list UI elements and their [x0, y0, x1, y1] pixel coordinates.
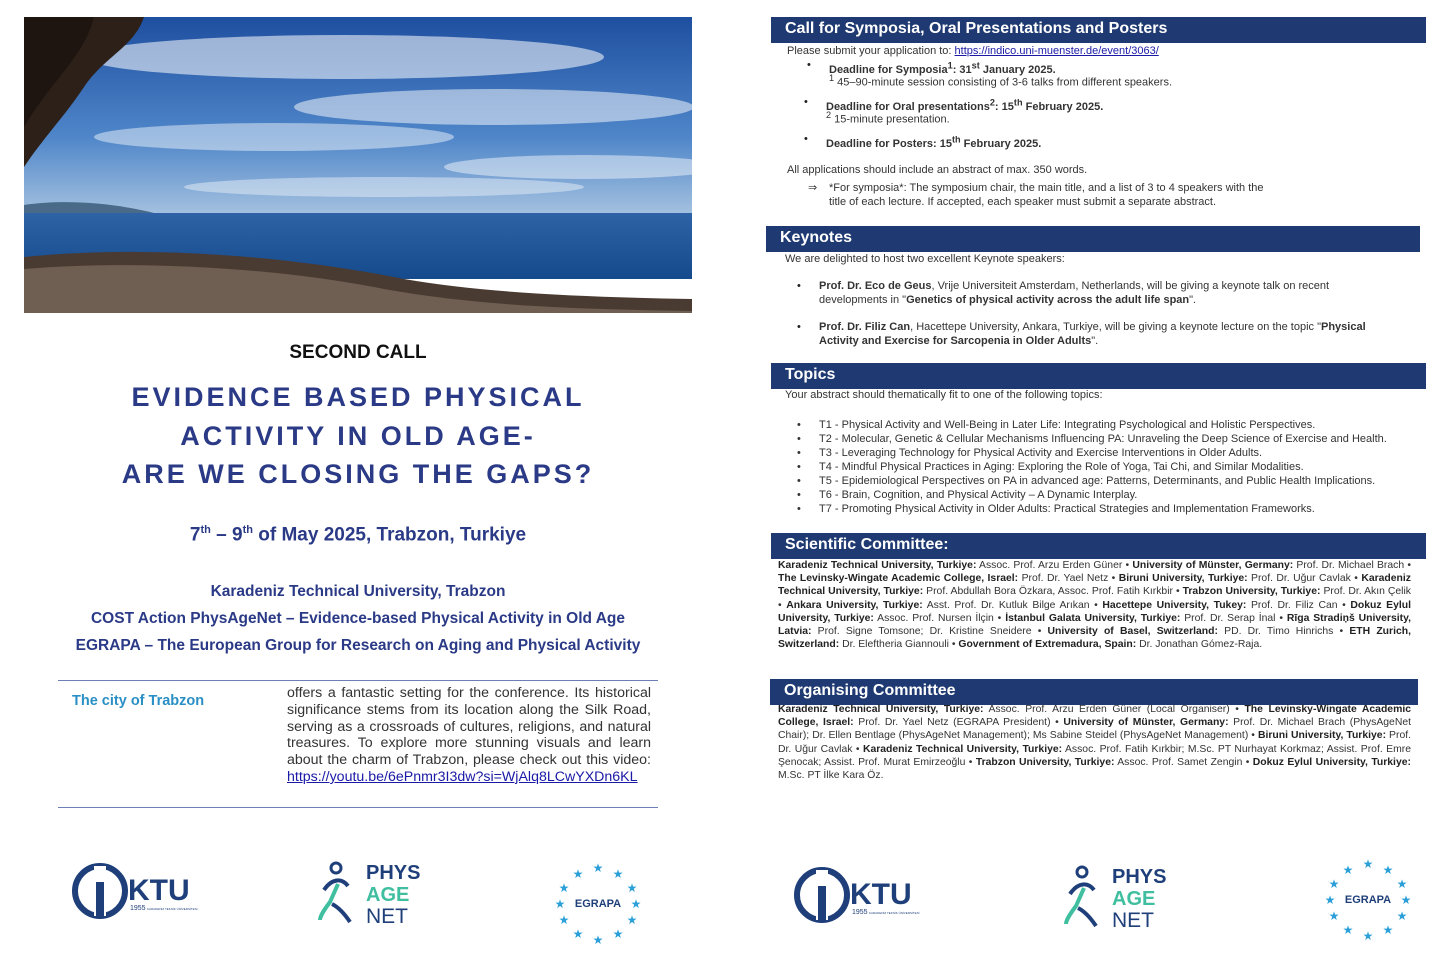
svg-text:EGRAPA: EGRAPA — [1344, 894, 1392, 906]
keynotes-heading: Keynotes — [766, 226, 1420, 252]
committee-institution: Karadeniz Technical University, Turkiye: — [778, 573, 1411, 598]
committee-institution: University of Basel, Switzerland: — [1047, 626, 1218, 638]
svg-text:★: ★ — [1328, 909, 1340, 923]
topics-heading: Topics — [771, 363, 1426, 389]
committee-institution: Karadeniz Technical University, Turkiye: — [862, 743, 1063, 755]
committee-members: Prof. Dr. Serap İnal — [1180, 612, 1276, 624]
conference-title — [0, 378, 716, 494]
keynote-2: • Prof. Dr. Filiz Can, Hacettepe University, Ankara, Turkiye, will be giving a keynote lecture on the topic "Physical Activity and Exercise for Sarcopenia in Older Adults". — [819, 321, 1367, 348]
svg-text:NET: NET — [366, 905, 408, 928]
svg-text:★: ★ — [1362, 929, 1374, 943]
svg-text:1955: 1955 — [130, 905, 146, 912]
ktu-logo — [794, 864, 924, 926]
svg-text:★: ★ — [1342, 863, 1354, 877]
committee-institution: Rīga Stradiņš University, Latvia: — [778, 612, 1411, 638]
submit-line: Please submit your application to: https://indico.uni-muenster.de/event/3063/ — [787, 45, 1159, 57]
org-cost-action: COST Action PhysAgeNet – Evidence-based Physical Activity in Old Age — [90, 610, 626, 627]
ktu-logo-text: KTU — [128, 874, 190, 907]
committee-institution: The Levinsky-Wingate Academic College, Israel: — [778, 704, 1411, 729]
topics-list — [819, 418, 1387, 516]
svg-text:★: ★ — [572, 867, 584, 881]
svg-text:★: ★ — [554, 897, 566, 911]
committee-institution: The Levinsky-Wingate Academic College, Israel: — [778, 573, 1019, 585]
trabzon-video-link[interactable]: https://youtu.be/6ePnmr3I3dw?si=WjAlq8LCwYXDn6KL — [287, 768, 638, 785]
conference-date: 7th – 9th of May 2025, Trabzon, Turkiye — [189, 524, 527, 546]
city-label: The city of Trabzon — [72, 693, 205, 709]
svg-text:★: ★ — [1396, 909, 1408, 923]
svg-text:★: ★ — [626, 881, 638, 895]
svg-text:NET: NET — [1112, 909, 1154, 932]
scientific-committee-heading: Scientific Committee: — [771, 533, 1426, 559]
svg-text:★: ★ — [1400, 893, 1412, 907]
city-description: offers a fantastic setting for the conference. Its historical significance stems from its location along the Silk Road, serving as a crossroads of cultures, religions, and natural treasures. To explore more stunning visuals and learn about the charm of Trabzon, please check out this video: https://youtu.be/6ePnmr3I3dw?si=WjAlq8LCwYXDn6KL — [287, 685, 651, 785]
svg-text:★: ★ — [1324, 893, 1336, 907]
keynote-1: • Prof. Dr. Eco de Geus, Vrije Universiteit Amsterdam, Netherlands, will be giving a keynote talk on recent developments in "Genetics of physical activity across the adult life span". — [819, 280, 1367, 307]
title-line-1: EVIDENCE BASED PHYSICAL — [131, 382, 585, 412]
topic-item: • T6 - Brain, Cognition, and Physical Activity – A Dynamic Interplay. — [819, 488, 1387, 502]
deadline-posters: • Deadline for Posters: 15th February 2025. — [826, 133, 1041, 151]
svg-text:KARADENİZ TEKNİK ÜNİVERSİTESİ: KARADENİZ TEKNİK ÜNİVERSİTESİ — [869, 911, 920, 915]
svg-text:★: ★ — [612, 867, 624, 881]
svg-text:AGE: AGE — [1112, 888, 1156, 910]
svg-text:AGE: AGE — [366, 884, 410, 906]
svg-text:PHYS: PHYS — [1112, 866, 1167, 888]
physagenet-logo — [1064, 864, 1174, 932]
org-egrapa: EGRAPA – The European Group for Research on Aging and Physical Activity — [75, 637, 641, 654]
topic-item: • T5 - Epidemiological Perspectives on PA in advanced age: Patterns, Determinants, and Public Health Implications. — [819, 474, 1387, 488]
committee-institution: Trabzon University, Turkiye: — [1182, 586, 1321, 598]
svg-text:PHYS: PHYS — [366, 862, 421, 884]
second-call-heading: SECOND CALL — [289, 342, 427, 363]
committee-members: Prof. Dr. Uğur Cavlak — [778, 730, 1411, 755]
svg-text:★: ★ — [592, 933, 604, 947]
committee-members: Prof. Signe Tomsone; Dr. Kristine Sneidere — [811, 626, 1032, 638]
city-of-trabzon-box — [58, 680, 658, 808]
committee-members: Prof. Abdullah Bora Özkara, Assoc. Prof. Fatih Kırkbir — [923, 586, 1173, 598]
committee-institution: ETH Zurich, Switzerland: — [778, 626, 1411, 651]
scientific-committee-list: Karadeniz Technical University, Turkiye: Assoc. Prof. Arzu Erden Güner • University of Münster, Germany: Prof. Dr. Michael Brach • The Levinsky-Wingate Academic College, Israel: Prof. Dr. Yael Netz • Biruni University, Turkiye: Prof. Dr. Uğur Cavlak • Karadeniz Technical University, Turkiye: Prof. Abdullah Bora Özkara, Assoc. Prof. Fatih Kırkbir • Trabzon University, Turkiye: Prof. Dr. Akın Çelik • Ankara University, Turkiye: Asst. Prof. Dr. Kutluk Bilge Arıkan • Hacettepe University, Tukey: Prof. Dr. Filiz Can • Dokuz Eylul University, Turkiye: Assoc. Prof. Nursen İlçin • İstanbul Galata University, Turkiye: Prof. Dr. Serap İnal • Rīga Stradiņš University, Latvia: Prof. Signe Tomsone; Dr. Kristine Sneidere • University of Basel, Switzerland: PD. Dr. Timo Hinrichs • ETH Zurich, Switzerland: Dr. Eleftheria Giannouli • Government of Extremadura, Spain: Dr. Jonathan Gómez-Raja. — [778, 560, 1411, 651]
svg-text:★: ★ — [558, 881, 570, 895]
svg-text:KTU: KTU — [850, 878, 912, 911]
committee-members: Prof. Dr. Michael Brach — [1293, 560, 1405, 571]
committee-members: Assoc. Prof. Fatih Kırkbir; M.Sc. PT Nurhayat Korkmaz; Assist. Prof. Emre Şenocak; Assist. Prof. Murat Emirzeoğlu — [778, 743, 1411, 768]
egrapa-logo — [1324, 856, 1412, 943]
committee-institution: Dokuz Eylul University, Turkiye: — [1252, 756, 1411, 768]
ktu-logo — [72, 860, 202, 922]
svg-text:★: ★ — [572, 927, 584, 941]
topic-item: • T7 - Promoting Physical Activity in Older Adults: Practical Strategies and Implementation Frameworks. — [819, 502, 1387, 516]
svg-text:★: ★ — [592, 861, 604, 875]
svg-text:★: ★ — [1342, 923, 1354, 937]
svg-text:★: ★ — [612, 927, 624, 941]
trabzon-photo — [24, 17, 692, 313]
title-line-2: ACTIVITY IN OLD AGE- — [180, 420, 536, 451]
committee-members: Prof. Dr. Yael Netz — [1018, 573, 1109, 585]
committee-members: Assoc. Prof. Arzu Erden Güner — [976, 560, 1123, 571]
committee-institution: University of Münster, Germany: — [1063, 717, 1229, 729]
committee-institution: Biruni University, Turkiye: — [1118, 573, 1248, 585]
topics-intro: Your abstract should thematically fit to one of the following topics: — [785, 389, 1103, 401]
committee-institution: Dokuz Eylul University, Turkiye: — [778, 599, 1411, 624]
symposia-note: $^1$ 45–90-minute session consisting of 3-6 talks from different speakers. — [829, 73, 1173, 89]
indico-link[interactable]: https://indico.uni-muenster.de/event/3063/ — [954, 45, 1159, 57]
egrapa-logo — [554, 860, 642, 947]
committee-members: Prof. Dr. Akın Çelik — [1320, 586, 1411, 598]
keynotes-intro: We are delighted to host two excellent Keynote speakers: — [785, 253, 1065, 265]
committee-institution: İstanbul Galata University, Turkiye: — [1005, 612, 1181, 624]
svg-text:KARADENİZ TEKNİK ÜNİVERSİTESİ: KARADENİZ TEKNİK ÜNİVERSİTESİ — [147, 907, 198, 911]
committee-members: Assoc. Prof. Samet Zengin — [1114, 756, 1243, 768]
topic-item: • T1 - Physical Activity and Well-Being in Later Life: Integrating Psychological and Holistic Perspectives. — [819, 418, 1387, 432]
topic-item: • T3 - Leveraging Technology for Physical Activity and Exercise Interventions in Older Adults. — [819, 446, 1387, 460]
physagenet-logo — [318, 860, 428, 928]
committee-institution: Government of Extremadura, Spain: — [958, 639, 1137, 651]
committee-members: Prof. Dr. Filiz Can — [1246, 599, 1338, 611]
committee-members: Prof. Dr. Michael Brach (PhysAgeNet Chair); Dr. Ellen Bentlage (PhysAgeNet Management); Ms Sabine Steidel (PhysAgeNet Management) — [778, 717, 1411, 742]
svg-text:★: ★ — [1382, 923, 1394, 937]
committee-institution: Karadeniz Technical University, Turkiye: — [778, 560, 977, 571]
committee-institution: Karadeniz Technical University, Turkiye: — [778, 704, 984, 715]
org-ktu: Karadeniz Technical University, Trabzon — [210, 583, 506, 600]
svg-text:★: ★ — [558, 913, 570, 927]
svg-text:★: ★ — [1328, 877, 1340, 891]
committee-members: Asst. Prof. Dr. Kutluk Bilge Arıkan — [922, 599, 1090, 611]
organising-committee-heading: Organising Committee — [770, 679, 1418, 705]
svg-text:★: ★ — [1362, 857, 1374, 871]
committee-members: Assoc. Prof. Arzu Erden Güner (Local Organiser) — [983, 704, 1230, 715]
committee-institution: Trabzon University, Turkiye: — [975, 756, 1115, 768]
symposia-instructions: *For symposia*: The symposium chair, the main title, and a list of 3 to 4 speakers with the title of each lecture. If accepted, each speaker must submit a separate abstract. — [829, 182, 1264, 208]
svg-text:EGRAPA: EGRAPA — [574, 898, 622, 910]
committee-institution: University of Münster, Germany: — [1132, 560, 1294, 571]
committee-members: Prof. Dr. Uğur Cavlak — [1247, 573, 1351, 585]
topic-item: • T2 - Molecular, Genetic & Cellular Mechanisms Influencing PA: Unraveling the Deep Science of Exercise and Health. — [819, 432, 1387, 446]
svg-text:★: ★ — [626, 913, 638, 927]
deadline-symposia: • Deadline for Symposia$^1$: 31st January 2025. — [829, 59, 1056, 77]
committee-members: Assoc. Prof. Nursen İlçin — [873, 612, 994, 624]
title-line-3: ARE WE CLOSING THE GAPS? — [121, 459, 595, 489]
svg-text:★: ★ — [1396, 877, 1408, 891]
topic-item: • T4 - Mindful Physical Practices in Aging: Exploring the Role of Yoga, Tai Chi, and Similar Modalities. — [819, 460, 1387, 474]
svg-text:1955: 1955 — [852, 909, 868, 916]
call-heading: Call for Symposia, Oral Presentations and Posters — [771, 17, 1426, 43]
committee-institution: Ankara University, Turkiye: — [786, 599, 923, 611]
committee-members: Prof. Dr. Yael Netz (EGRAPA President) — [853, 717, 1051, 729]
oral-note: $^2$ 15-minute presentation. — [826, 110, 950, 126]
committee-institution: Hacettepe University, Tukey: — [1102, 599, 1247, 611]
committee-members: Dr. Jonathan Gómez-Raja. — [1136, 639, 1263, 651]
arrow-icon: ⇒ — [808, 182, 818, 194]
organising-committee-list: Karadeniz Technical University, Turkiye: Assoc. Prof. Arzu Erden Güner (Local Organiser) • The Levinsky-Wingate Academic College, Israel: Prof. Dr. Yael Netz (EGRAPA President) • University of Münster, Germany: Prof. Dr. Michael Brach (PhysAgeNet Chair); Dr. Ellen Bentlage (PhysAgeNet Management); Ms Sabine Steidel (PhysAgeNet Management) • Biruni University, Turkiye: Prof. Dr. Uğur Cavlak • Karadeniz Technical University, Turkiye: Assoc. Prof. Fatih Kırkbir; M.Sc. PT Nurhayat Korkmaz; Assist. Prof. Emre Şenocak; Assist. Prof. Murat Emirzeoğlu • Trabzon University, Turkiye: Assoc. Prof. Samet Zengin • Dokuz Eylul University, Turkiye: M.Sc. PT İlke Kara Öz. — [778, 704, 1411, 782]
svg-text:★: ★ — [630, 897, 642, 911]
committee-members: PD. Dr. Timo Hinrichs — [1217, 626, 1334, 638]
svg-text:★: ★ — [1382, 863, 1394, 877]
committee-members: M.Sc. PT İlke Kara Öz. — [778, 770, 884, 782]
committee-institution: Biruni University, Turkiye: — [1257, 730, 1387, 742]
committee-members: Dr. Eleftheria Giannouli — [839, 639, 949, 651]
deadline-oral: • Deadline for Oral presentations$^2$: 15th February 2025. — [826, 96, 1103, 114]
abstract-note: All applications should include an abstract of max. 350 words. — [787, 164, 1088, 176]
